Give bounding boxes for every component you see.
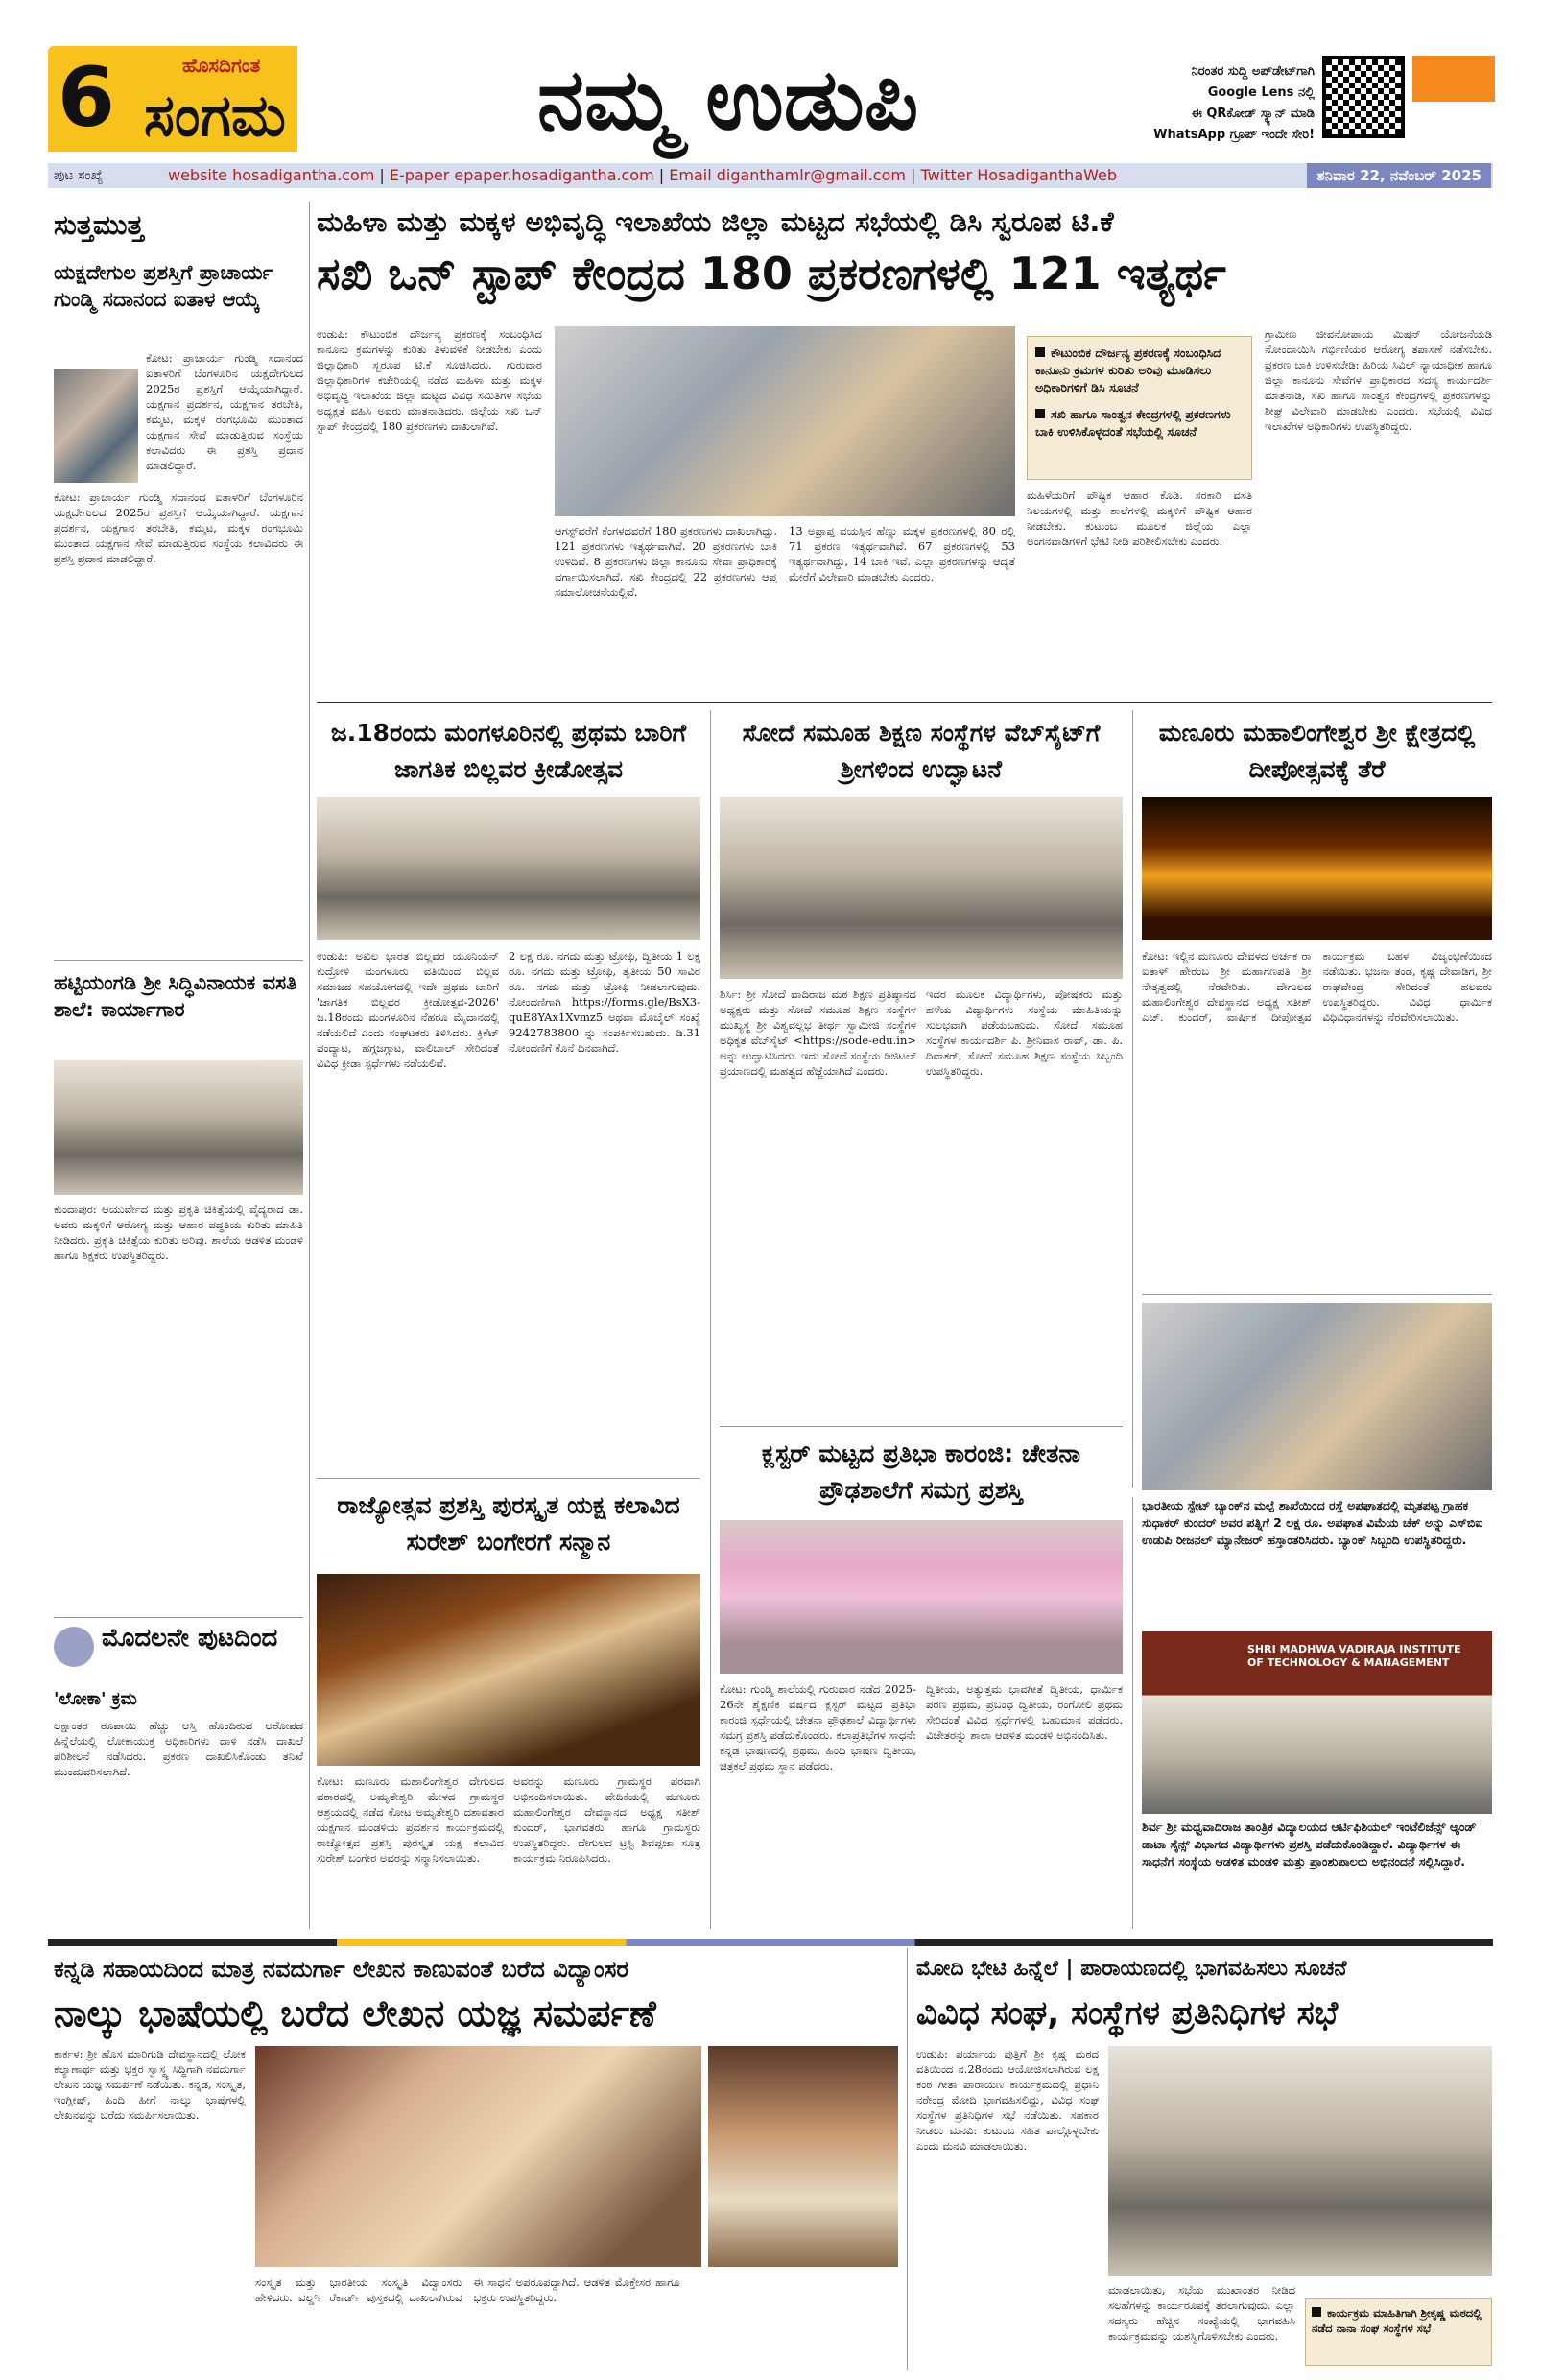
bullet-icon xyxy=(1312,2307,1321,2317)
award-body2: ಅವರನ್ನು ಮಣೂರು ಗ್ರಾಮಸ್ಥರ ಪರವಾಗಿ ಅಭಿನಂದಿಸಲಾಯಿತು. ವೇದಿಕೆಯಲ್ಲಿ ಮಣೂರು ಮಹಾಲಿಂಗೇಶ್ವರ ದೇವಸ್ಥಾನದ ಅಧ್ಯಕ್ಷ ಸತೀಶ್ ಕುಂದರ್, ಭಾಗವತರು ಹಾಗೂ ಗ್ರಾಮಸ್ಥರು ಉಪಸ್ಥಿತರಿದ್ದರು. ದೇಗುಲದ ಟ್ರಸ್ಟಿ ಶಿವಪ್ಪಜಾ ಸೂತ್ರ ಕಾರ್ಯಕ್ರಮ ನಿರೂಪಿಸಿದರು. xyxy=(513,1774,700,1865)
lead-body-col2: ಆಗಸ್ಟ್‌ವರೆಗೆ ಕೆಂಗಳದವರೆಗೆ 180 ಪ್ರಕರಣಗಳು ದಾಖಲಾಗಿದ್ದು, 121 ಪ್ರಕರಣಗಳು ಇತ್ಯರ್ಥವಾಗಿವೆ. 20 ಪ್ರಕರಣಗಳು ಬಾಕಿ ಉಳಿದಿವೆ. 8 ಪ್ರಕರಣಗಳು ಜಿಲ್ಲಾ ಕಾನೂನು ಸೇವಾ ಪ್ರಾಧಿಕಾರಕ್ಕೆ ವರ್ಗಾಯಿಸಲಾಗಿದೆ. ಸಖಿ ಕೇಂದ್ರದಲ್ಲಿ 22 ಪ್ರಕರಣಗಳು ಆಪ್ತ ಸಮಾಲೋಚನೆಯಲ್ಲಿವೆ. xyxy=(555,524,777,599)
sidebar-column-title: ಸುತ್ತಮುತ್ತ xyxy=(54,209,144,241)
column-divider xyxy=(309,202,310,1929)
institute-photo xyxy=(1142,1631,1492,1814)
divider xyxy=(720,1426,1123,1427)
billiards-body2: 2 ಲಕ್ಷ ರೂ. ನಗದು ಮತ್ತು ಟ್ರೋಫಿ, ದ್ವಿತೀಯ 1 ಲಕ್ಷ ರೂ. ನಗದು ಮತ್ತು ಟ್ರೋಫಿ, ತೃತೀಯ 50 ಸಾವಿರ ರೂ. ನಗದು ಮತ್ತು ಟ್ರೋಫಿ ನೀಡಲಾಗುವುದು. ನೋಂದಣಿಗಾಗಿ https://forms.gle/BsX3-quE8YAx1Xvmz5 ಅಥವಾ ಮೊಬೈಲ್ ಸಂಖ್ಯೆ 9242783800 ನ್ನು ಸಂಪರ್ಕಿಸಬಹುದು. ಡಿ.31 ನೋಂದಣಿಗೆ ಕೊನೆ ದಿನವಾಗಿದೆ. xyxy=(509,949,700,1055)
institute-caption: ಶಿರ್ವ ಶ್ರೀ ಮಧ್ವವಾದಿರಾಜ ತಾಂತ್ರಿಕ ವಿದ್ಯಾಲಯದ ಆರ್ಟಿಫಿಶಿಯಲ್ ಇಂಟೆಲಿಜೆನ್ಸ್ ಆ್ಯಂಡ್ ಡಾಟಾ ಸೈನ್ಸ್ ವಿಭಾಗದ ವಿದ್ಯಾರ್ಥಿಗಳು ಪ್ರಶಸ್ತಿ ಪಡೆದುಕೊಂಡಿದ್ದಾರೆ. ವಿದ್ಯಾರ್ಥಿಗಳ ಈ ಸಾಧನೆಗೆ ಸಂಸ್ಥೆಯ ಆಡಳಿತ ಮಂಡಳಿ ಮತ್ತು ಪ್ರಾಂಶುಪಾಲರು ಅಭಿನಂದನೆ ಸಲ್ಲಿಸಿದ್ದಾರೆ. xyxy=(1142,1820,1477,1868)
yajna-body2: ಸಂಸ್ಕೃತ ಮತ್ತು ಭಾರತೀಯ ಸಂಸ್ಕೃತಿ ವಿದ್ವಾಂಸರು ಹೇಳಿದರು. ವರ್ಲ್ಡ್ ರೆಕಾರ್ಡ್ ಪುಸ್ತಕದಲ್ಲಿ ದಾಖಲಾಗಿರುವ ಈ ಸಾಧನೆ ಅಪರೂಪದ್ದಾಗಿದೆ. ಆಡಳಿತ ಮೊಕ್ತೇಸರ ಹಾಗೂ ಭಕ್ತರು ಉಪಸ್ಥಿತರಿದ್ದರು. xyxy=(255,2275,680,2304)
page-label: ಪುಟ ಸಂಖ್ಯೆ xyxy=(54,168,104,183)
column-divider xyxy=(907,1948,908,2370)
talent-photo xyxy=(720,1520,1123,1674)
email-link[interactable]: Email diganthamlr@gmail.com xyxy=(669,166,906,184)
color-band xyxy=(48,1939,1493,1946)
billiards-body: ಉಡುಪಿ: ಅಖಿಲ ಭಾರತ ಬಿಲ್ಲವರ ಯೂನಿಯನ್ ಕುದ್ರೋಳಿ ಮಂಗಳೂರು ವತಿಯಿಂದ ಬಿಲ್ಲವ ಸಮಾಜದ ಸಹಯೋಗದಲ್ಲಿ ಇದೇ ಪ್ರಥಮ ಬಾರಿಗೆ 'ಜಾಗತಿಕ ಬಿಲ್ಲವರ ಕ್ರೀಡೋತ್ಸವ-2026' ಜ.18ರಂದು ಮಂಗಳೂರಿನ ನೆಹರೂ ಮೈದಾನದಲ್ಲಿ ನಡೆಯಲಿದೆ ಎಂದು ಸಂಘಟಕರು ತಿಳಿಸಿದರು. ಕ್ರಿಕೆಟ್ ಪಂದ್ಯಾಟ, ಹಗ್ಗಜಗ್ಗಾಟ, ವಾಲಿಬಾಲ್ ಸೇರಿದಂತೆ ವಿವಿಧ ಕ್ರೀಡಾ ಸ್ಪರ್ಧೆಗಳು ನಡೆಯಲಿವೆ. xyxy=(317,949,499,1070)
website-link[interactable]: website hosadigantha.com xyxy=(168,166,375,184)
lead-kicker: ಮಹಿಳಾ ಮತ್ತು ಮಕ್ಕಳ ಅಭಿವೃದ್ಧಿ ಇಲಾಖೆಯ ಜಿಲ್ಲಾ ಮಟ್ಟದ ಸಭೆಯಲ್ಲಿ ಡಿಸಿ ಸ್ವರೂಪ ಟಿ.ಕೆ xyxy=(317,205,1114,238)
deepotsava-headline: ಮಣೂರು ಮಹಾಲಿಂಗೇಶ್ವರ ಶ್ರೀ ಕ್ಷೇತ್ರದಲ್ಲಿ ದೀಪೋತ್ಸವಕ್ಕೆ ತೆರೆ xyxy=(1158,719,1476,783)
callout-item: ಸಖಿ ಹಾಗೂ ಸಾಂತ್ವನ ಕೇಂದ್ರಗಳಲ್ಲಿ ಪ್ರಕರಣಗಳು ಬಾಕಿ ಉಳಿಸಿಕೊಳ್ಳದಂತೆ ಸಭೆಯಲ್ಲಿ ಸೂಚನೆ xyxy=(1035,407,1231,439)
sidebar-column2-title: ಮೊದಲನೇ ಪುಟದಿಂದ xyxy=(102,1624,278,1653)
meeting-caption-box xyxy=(1305,2298,1492,2366)
contact-links: website hosadigantha.com | E-paper epaper.hosadigantha.com | Email diganthamlr@gmail.com | Twitter HosadiganthaWeb xyxy=(168,166,1118,184)
section-name: ಸಂಗಮ xyxy=(144,83,286,150)
accent-block xyxy=(1412,56,1495,102)
lead-body-col4: ಮಹಿಳೆಯರಿಗೆ ಪೌಷ್ಟಿಕ ಆಹಾರ ಕೊಡಿ. ಸರಕಾರಿ ವಸತಿ ನಿಲಯಗಳಲ್ಲಿ ಮತ್ತು ಶಾಲೆಗಳಲ್ಲಿ ಮಕ್ಕಳಿಗೆ ಪೌಷ್ಟಿಕ ಆಹಾರ ನೀಡಬೇಕು. ಕುಟುಂಬ ಮೂಲಕ ಜಿಲ್ಲೆಯ ಎಲ್ಲಾ ಅಂಗನವಾಡಿಗಳಿಗೆ ಭೇಟಿ ನೀಡಿ ಪರಿಶೀಲಿಸಬೇಕು ಎಂದರು. xyxy=(1027,488,1252,548)
meeting-caption: ಕಾರ್ಯಕ್ರಮ ಮಾಹಿತಿಗಾಗಿ ಶ್ರೀಕೃಷ್ಣ ಮಠದಲ್ಲಿ ನಡೆದ ನಾನಾ ಸಂಘ ಸಂಸ್ಥೆಗಳ ಸಭೆ xyxy=(1312,2306,1482,2335)
meeting-kicker: ಮೋದಿ ಭೇಟಿ ಹಿನ್ನೆಲೆ | ಪಾರಾಯಣದಲ್ಲಿ ಭಾಗವಹಿಸಲು ಸೂಚನೆ xyxy=(916,1957,1347,1981)
yajna-photo-2 xyxy=(708,2046,898,2267)
epaper-link[interactable]: E-paper epaper.hosadigantha.com xyxy=(389,166,654,184)
deepotsava-photo xyxy=(1142,797,1492,940)
sidebar-story2-body: ಕುಂದಾಪುರ: ಆಯುರ್ವೇದ ಮತ್ತು ಪ್ರಕೃತಿ ಚಿಕಿತ್ಸೆಯಲ್ಲಿ ವೈದ್ಯರಾದ ಡಾ. ಅವರು ಮಕ್ಕಳಿಗೆ ಆರೋಗ್ಯ ಮತ್ತು ಆಹಾರ ಪದ್ಧತಿಯ ಕುರಿತು ಮಾಹಿತಿ ನೀಡಿದರು. ಪ್ರಕೃತಿ ಚಿಕಿತ್ಸೆಯ ಕುರಿತು ಅರಿವು. ಶಾಲೆಯ ಆಡಳಿತ ಮಂಡಳಿ ಹಾಗೂ ಶಿಕ್ಷಕರು ಉಪಸ್ಥಿತರಿದ್ದರು. xyxy=(54,1202,303,1262)
lead-body-col3: 13 ಅಪ್ರಾಪ್ತ ವಯಸ್ಸಿನ ಹೆಣ್ಣು ಮಕ್ಕಳ ಪ್ರಕರಣಗಳಲ್ಲಿ 80 ರಲ್ಲಿ 71 ಪ್ರಕರಣ ಇತ್ಯರ್ಥವಾಗಿವೆ. 67 ಪ್ರಕರಣಗಳಲ್ಲಿ 53 ಇತ್ಯರ್ಥವಾಗಿದ್ದು, 14 ಬಾಕಿ ಇವೆ. ಎಲ್ಲಾ ಪ್ರಕರಣಗಳನ್ನು ಆದ್ಯತೆ ಮೇರೆಗೆ ವಿಲೇವಾರಿ ಮಾಡಬೇಕು ಎಂದರು. xyxy=(789,524,1015,583)
institute-sign: SHRI MADHWA VADIRAJA INSTITUTE OF TECHNOLOGY & MANAGEMENT xyxy=(1247,1643,1461,1669)
page-number: 6 xyxy=(58,50,115,146)
award-body: ಕೋಟ: ಮಣೂರು ಮಹಾಲಿಂಗೇಶ್ವರ ದೇಗುಲದ ವಠಾರದಲ್ಲಿ ಅಮೃತೇಶ್ವರಿ ಮೇಳದ ಗ್ರಾಮಸ್ಥರ ಆಶ್ರಯದಲ್ಲಿ ನಡೆದ ಕೋಟ ಅಮೃತೇಶ್ವರಿ ದಶಾವತಾರ ಯಕ್ಷಗಾನ ಮಂಡಳಿಯ ಪ್ರದರ್ಶನ ಕಾರ್ಯಕ್ರಮದಲ್ಲಿ ರಾಜ್ಯೋತ್ಸವ ಪ್ರಶಸ್ತಿ ಪುರಸ್ಕೃತ ಯಕ್ಷ ಕಲಾವಿದ ಸುರೇಶ್ ಬಂಗೇರ ಅವರನ್ನು ಸನ್ಮಾನಿಸಲಾಯಿತು. xyxy=(317,1774,504,1865)
promo-line: ನಿರಂತರ ಸುದ್ದಿ ಅಪ್‌ಡೇಟ್‌ಗಾಗಿ xyxy=(1191,64,1315,79)
lead-meeting-photo xyxy=(555,326,1015,516)
whatsapp-promo xyxy=(1123,61,1315,146)
sidebar-story2-headline: ಹಟ್ಟಿಯಂಗಡಿ ಶ್ರೀ ಸಿದ್ಧಿವಿನಾಯಕ ವಸತಿ ಶಾಲೆ: ಕಾರ್ಯಾಗಾರ xyxy=(54,971,297,1021)
bank-cheque-photo xyxy=(1142,1303,1492,1490)
award-photo xyxy=(317,1574,700,1766)
dateline: ಶನಿವಾರ 22, ನವೆಂಬರ್ 2025 xyxy=(1307,163,1491,188)
divider xyxy=(1142,1294,1492,1295)
qr-code[interactable] xyxy=(1322,56,1405,138)
lead-headline: ಸಖಿ ಒನ್ ಸ್ಟಾಪ್ ಕೇಂದ್ರದ 180 ಪ್ರಕರಣಗಳಲ್ಲಿ 121 ಇತ್ಯರ್ಥ xyxy=(317,248,1226,299)
promo-line: WhatsApp ಗ್ರೂಪ್ ಇಂದೇ ಸೇರಿ! xyxy=(1153,128,1315,142)
callout-item: ಕೌಟುಂಬಿಕ ದೌರ್ಜನ್ಯ ಪ್ರಕರಣಕ್ಕೆ ಸಂಬಂಧಿಸಿದ ಕಾನೂನು ಕ್ರಮಗಳ ಕುರಿತು ಅರಿವು ಮೂಡಿಸಲು ಅಧಿಕಾರಿಗಳಿಗೆ ಡಿಸಿ ಸೂಚನೆ xyxy=(1035,345,1221,394)
meeting-body2: ಮಾಡಲಾಯಿತು, ಸಭೆಯ ಮುಖಾಂತರ ನೀಡಿದ ಸಲಹೆಗಳನ್ನು ಕಾರ್ಯರೂಪಕ್ಕೆ ತರಲಾಗುವುದು. ಎಲ್ಲಾ ಸದಸ್ಯರು ಹೆಚ್ಚಿನ ಸಂಖ್ಯೆಯಲ್ಲಿ ಭಾಗವಹಿಸಿ ಕಾರ್ಯಕ್ರಮವನ್ನು ಯಶಸ್ವಿಗೊಳಿಸಬೇಕು ಎಂದರು. xyxy=(1108,2283,1295,2343)
sidebar-story3-headline: 'ಲೋಕಾ' ಕ್ರಮ xyxy=(54,1689,137,1709)
column-divider xyxy=(1132,710,1133,1488)
award-headline: ರಾಜ್ಯೋತ್ಸವ ಪ್ರಶಸ್ತಿ ಪುರಸ್ಕೃತ ಯಕ್ಷ ಕಲಾವಿದ ಸುರೇಶ್ ಬಂಗೇರಗೆ ಸನ್ಮಾನ xyxy=(337,1491,680,1556)
yajna-photo-1 xyxy=(255,2046,701,2267)
talent-body2: ದ್ವಿತೀಯ, ಅತ್ಯುತ್ತಮ ಭಾವಗೀತೆ ದ್ವಿತೀಯ, ಧಾರ್ಮಿಕ ಪಠಣ ಪ್ರಥಮ, ಪ್ರಬಂಧ ದ್ವಿತೀಯ, ರಂಗೋಲಿ ಪ್ರಥಮ ಸೇರಿದಂತೆ ವಿವಿಧ ಸ್ಪರ್ಧೆಗಳಲ್ಲಿ ಬಹುಮಾನ ಪಡೆದರು. ವಿಜೇತರನ್ನು ಶಾಲಾ ಆಡಳಿತ ಮಂಡಳಿ ಅಭಿನಂದಿಸಿತು. xyxy=(926,1682,1123,1742)
billiards-headline: ಜ.18ರಂದು ಮಂಗಳೂರಿನಲ್ಲಿ ಪ್ರಥಮ ಬಾರಿಗೆ ಜಾಗತಿಕ ಬಿಲ್ಲವರ ಕ್ರೀಡೋತ್ಸವ xyxy=(330,719,687,783)
twitter-link[interactable]: Twitter HosadiganthaWeb xyxy=(920,166,1118,184)
column-divider xyxy=(1132,1497,1133,1929)
promo-line: ಈ QRಕೋಡ್ ಸ್ಕ್ಯಾನ್ ಮಾಡಿ xyxy=(1191,107,1315,121)
billiards-photo xyxy=(317,797,700,940)
brand-logo-small: ಹೊಸದಿಗಂತ xyxy=(182,54,261,77)
meeting-headline: ವಿವಿಧ ಸಂಘ, ಸಂಸ್ಥೆಗಳ ಪ್ರತಿನಿಧಿಗಳ ಸಭೆ xyxy=(916,1994,1339,2033)
bullet-icon xyxy=(1035,409,1045,418)
bank-caption: ಭಾರತೀಯ ಸ್ಟೇಟ್ ಬ್ಯಾಂಕ್‌ನ ಮಲ್ಪೆ ಶಾಖೆಯಿಂದ ರಸ್ತೆ ಅಪಘಾತದಲ್ಲಿ ಮೃತಪಟ್ಟ ಗ್ರಾಹಕ ಸುಧಾಕರ್ ಕುಂದರ್ ಅವರ ಪತ್ನಿಗೆ 2 ಲಕ್ಷ ರೂ. ಅಪಘಾತ ವಿಮೆಯ ಚೆಕ್ ಅನ್ನು ಎಸ್‌ಬಿಐ ಉಡುಪಿ ರೀಜನಲ್ ಮ್ಯಾನೇಜರ್ ಹಸ್ತಾಂತರಿಸಿದರು. ಬ್ಯಾಂಕ್ ಸಿಬ್ಬಂದಿ ಉಪಸ್ಥಿತರಿದ್ದರು. xyxy=(1142,1498,1483,1547)
sidebar-story1-body: ಕೋಟ: ಪ್ರಾಚಾರ್ಯ ಗುಂಡ್ಮಿ ಸದಾನಂದ ಐತಾಳರಿಗೆ ಬೆಂಗಳೂರಿನ ಯಕ್ಷದೇಗುಲದ 2025ರ ಪ್ರಶಸ್ತಿಗೆ ಆಯ್ಕೆಯಾಗಿದ್ದಾರೆ. ಯಕ್ಷಗಾನ ಪ್ರದರ್ಶನ, ಯಕ್ಷಗಾನ ತರಬೇತಿ, ಕಮ್ಮಟ, ಮಕ್ಕಳ ರಂಗಭೂಮಿ ಮುಂತಾದ ಯಕ್ಷಗಾನ ಸೇವೆ ಮಾಡುತ್ತಿರುವ ಸಂಸ್ಥೆಯ ಕಲಾವಿದರು ಈ ಪ್ರಶಸ್ತಿ ಪ್ರದಾನ ಮಾಡಲಿದ್ದಾರೆ. xyxy=(146,351,303,472)
pencil-icon xyxy=(54,1627,94,1667)
website-headline: ಸೋದೆ ಸಮೂಹ ಶಿಕ್ಷಣ ಸಂಸ್ಥೆಗಳ ವೆಬ್‌ಸೈಟ್‌ಗೆ ಶ್ರೀಗಳಿಂದ ಉದ್ಘಾಟನೆ xyxy=(742,719,1101,783)
sidebar-story1-headline: ಯಕ್ಷದೇಗುಲ ಪ್ರಶಸ್ತಿಗೆ ಪ್ರಾಚಾರ್ಯ ಗುಂಡ್ಮಿ ಸದಾನಂದ ಐತಾಳ ಆಯ್ಕೆ xyxy=(54,261,273,311)
lead-body-col1: ಉಡುಪಿ: ಕೌಟುಂಬಿಕ ದೌರ್ಜನ್ಯ ಪ್ರಕರಣಕ್ಕೆ ಸಂಬಂಧಿಸಿದ ಕಾನೂನು ಕ್ರಮಗಳನ್ನು ಕುರಿತು ತಿಳುವಳಿಕೆ ನೀಡಬೇಕು ಎಂದು ಜಿಲ್ಲಾಧಿಕಾರಿ ಸ್ವರೂಪ ಟಿ.ಕೆ ಸೂಚಿಸಿದರು. ಗುರುವಾರ ಜಿಲ್ಲಾಧಿಕಾರಿಗಳ ಕಚೇರಿಯಲ್ಲಿ ನಡೆದ ಮಹಿಳಾ ಮತ್ತು ಮಕ್ಕಳ ಅಭಿವೃದ್ಧಿ ಇಲಾಖೆಯ ಜಿಲ್ಲಾ ಮಟ್ಟದ ವಿವಿಧ ಸಮಿತಿಗಳ ಸಭೆಯ ಅಧ್ಯಕ್ಷತೆ ವಹಿಸಿ ಅವರು ಮಾತನಾಡಿದರು. ಜಿಲ್ಲೆಯ ಸಖಿ ಒನ್ ಸ್ಟಾಪ್ ಕೇಂದ್ರದಲ್ಲಿ 180 ಪ್ರಕರಣಗಳು ದಾಖಲಾಗಿವೆ. xyxy=(317,327,542,433)
talent-headline: ಕ್ಲಸ್ಟರ್ ಮಟ್ಟದ ಪ್ರತಿಭಾ ಕಾರಂಜಿ: ಚೇತನಾ ಪ್ರೌಢಶಾಲೆಗೆ ಸಮಗ್ರ ಪ್ರಶಸ್ತಿ xyxy=(761,1440,1081,1504)
yajna-body: ಕಾರ್ಕಳ: ಶ್ರೀ ಹೊಸ ಮಾರಿಗುಡಿ ದೇವಸ್ಥಾನದಲ್ಲಿ ಲೋಕ ಕಲ್ಯಾಣಾರ್ಥ ಮತ್ತು ಭಕ್ತರ ಸ್ವಾಸ್ಥ್ಯ ಸಿದ್ಧಿಗಾಗಿ ನವದುರ್ಗಾ ಲೇಖನ ಯಜ್ಞ ಸಮರ್ಪಣೆ ನಡೆಯಿತು. ಕನ್ನಡ, ಸಂಸ್ಕೃತ, ಇಂಗ್ಲೀಷ್, ಹಿಂದಿ ಹೀಗೆ ನಾಲ್ಕು ಭಾಷೆಗಳಲ್ಲಿ ಲೇಖನವನ್ನು ಬರೆದು ಸಮರ್ಪಿಸಲಾಯಿತು. xyxy=(54,2047,246,2122)
sidebar-story1-body-cont: ಕೋಟ: ಪ್ರಾಚಾರ್ಯ ಗುಂಡ್ಮಿ ಸದಾನಂದ ಐತಾಳರಿಗೆ ಬೆಂಗಳೂರಿನ ಯಕ್ಷದೇಗುಲದ 2025ರ ಪ್ರಶಸ್ತಿಗೆ ಆಯ್ಕೆಯಾಗಿದ್ದಾರೆ. ಯಕ್ಷಗಾನ ಪ್ರದರ್ಶನ, ಯಕ್ಷಗಾನ ತರಬೇತಿ, ಕಮ್ಮಟ, ಮಕ್ಕಳ ರಂಗಭೂಮಿ ಮುಂತಾದ ಯಕ್ಷಗಾನ ಸೇವೆ ಮಾಡುತ್ತಿರುವ ಸಂಸ್ಥೆಯ ಕಲಾವಿದರು ಈ ಪ್ರಶಸ್ತಿ ಪ್ರದಾನ ಮಾಡಲಿದ್ದಾರೆ. xyxy=(54,490,303,565)
divider xyxy=(54,1617,303,1618)
workshop-photo xyxy=(54,1060,303,1195)
section-divider xyxy=(317,702,1492,703)
sidebar-story3-body: ಲಕ್ಷಾಂತರ ರೂಪಾಯಿ ಹೆಚ್ಚು ಆಸ್ತಿ ಹೊಂದಿರುವ ಆರೋಪದ ಹಿನ್ನೆಲೆಯಲ್ಲಿ ಲೋಕಾಯುಕ್ತ ಅಧಿಕಾರಿಗಳು ದಾಳಿ ನಡೆಸಿ ದಾಖಲೆ ಪರಿಶೀಲನೆ ನಡೆಸಿದರು. ಪ್ರಕರಣ ದಾಖಲಿಸಿಕೊಂಡು ತನಿಖೆ ಮುಂದುವರಿಸಲಾಗಿದೆ. xyxy=(54,1719,303,1778)
talent-body: ಕೋಟ: ಗುಂಡ್ಮಿ ಶಾಲೆಯಲ್ಲಿ ಗುರುವಾರ ನಡೆದ 2025-26ನೇ ಶೈಕ್ಷಣಿಕ ವರ್ಷದ ಕ್ಲಸ್ಟರ್ ಮಟ್ಟದ ಪ್ರತಿಭಾ ಕಾರಂಜಿ ಸ್ಪರ್ಧೆಯಲ್ಲಿ ಚೇತನಾ ಪ್ರೌಢಶಾಲೆ ವಿದ್ಯಾರ್ಥಿಗಳು ಸಮಗ್ರ ಪ್ರಶಸ್ತಿ ಪಡೆದುಕೊಂಡರು. ಕಲಾಪ್ರತಿಭೆಗಳ ಸಾಧನೆ: ಕನ್ನಡ ಭಾಷಣದಲ್ಲಿ ಪ್ರಥಮ, ಹಿಂದಿ ಭಾಷಣ ದ್ವಿತೀಯ, ಚಿತ್ರಕಲೆ ಪ್ರಥಮ ಸ್ಥಾನ ಪಡೆದರು. xyxy=(720,1682,916,1773)
yajna-headline: ನಾಲ್ಕು ಭಾಷೆಯಲ್ಲಿ ಬರೆದ ಲೇಖನ ಯಜ್ಞ ಸಮರ್ಪಣೆ xyxy=(54,1992,656,2035)
website-photo xyxy=(720,797,1123,979)
deepotsava-body: ಕೋಟ: ಇಲ್ಲಿನ ಮಣೂರು ದೇವಳದ ಅರ್ಚಕ ರಾ ಐತಾಳ್ ಹೇರಂಬ ಶ್ರೀ ಮಹಾಗಣಪತಿ ಶ್ರೀ ನೇತೃತ್ವದಲ್ಲಿ ನೆರವೇರಿತು. ದೇಗುಲದ ಮಹಾಲಿಂಗೇಶ್ವರ ದೇವಸ್ಥಾನದ ಅಧ್ಯಕ್ಷ ಸತೀಶ್ ಎಚ್. ಕುಂದರ್, ವಾರ್ಷಿಕ ದೀಪೋತ್ಸವ ಕಾರ್ಯಕ್ರಮ ಬಹಳ ವಿಜೃಂಭಣೆಯಿಂದ ನಡೆಯಿತು. ಭಜನಾ ತಂಡ, ಕೃಷ್ಣ ದೇವಾಡಿಗ, ಶ್ರೀ ರಾಘವೇಂದ್ರ ಸೇರಿದಂತೆ ಹಲವರು ಉಪಸ್ಥಿತರಿದ್ದರು. ವಿವಿಧ ಧಾರ್ಮಿಕ ವಿಧಿವಿಧಾನಗಳನ್ನು ನೆರವೇರಿಸಲಾಯಿತು. xyxy=(1142,949,1492,1024)
website-body: ಶಿರ್ಸಿ: ಶ್ರೀ ಸೋದೆ ವಾದಿರಾಜ ಮಠ ಶಿಕ್ಷಣ ಪ್ರತಿಷ್ಠಾನದ ಅಧ್ಯಕ್ಷರು ಮತ್ತು ಸೋದೆ ಸಮೂಹ ಶಿಕ್ಷಣ ಸಂಸ್ಥೆಗಳ ಮುಖ್ಯಸ್ಥ ಶ್ರೀ ವಿಶ್ವವಲ್ಲಭ ತೀರ್ಥ ಸ್ವಾಮೀಜಿ ಸಂಸ್ಥೆಗಳ ಅಧಿಕೃತ ವೆಬ್‌ಸೈಟ್ <https://sode-edu.in> ಅನ್ನು ಉದ್ಘಾಟಿಸಿದರು. ಇದು ಸೋದೆ ಸಂಸ್ಥೆಯ ಡಿಜಿಟಲ್ ಪ್ರಯಾಣದಲ್ಲಿ ಮಹತ್ವದ ಹೆಜ್ಜೆಯಾಗಿದೆ ಎಂದರು. xyxy=(720,988,916,1078)
lead-callout-box xyxy=(1027,336,1252,480)
promo-line: Google Lens ನಲ್ಲಿ xyxy=(1207,85,1315,100)
website-body2: ಇದರ ಮೂಲಕ ವಿದ್ಯಾರ್ಥಿಗಳು, ಪೋಷಕರು ಮತ್ತು ಹಳೆಯ ವಿದ್ಯಾರ್ಥಿಗಳು ಸಂಸ್ಥೆಯ ಮಾಹಿತಿಯನ್ನು ಸುಲಭವಾಗಿ ಪಡೆಯಬಹುದು. ಸೋದೆ ಸಮೂಹ ಸಂಸ್ಥೆಗಳ ಕಾರ್ಯದರ್ಶಿ ಪಿ. ಶ್ರೀನಿವಾಸ ರಾವ್, ಡಾ. ಪಿ. ದಿವಾಕರ್, ಸೋದೆ ಸಮೂಹ ಶಿಕ್ಷಣ ಸಂಸ್ಥೆಯ ಸಿಬ್ಬಂದಿ ಉಪಸ್ಥಿತರಿದ್ದರು. xyxy=(926,988,1123,1078)
yajna-kicker: ಕನ್ನಡಿ ಸಹಾಯದಿಂದ ಮಾತ್ರ ನವದುರ್ಗಾ ಲೇಖನ ಕಾಣುವಂತೆ ಬರೆದ ವಿದ್ಯಾಂಸರ xyxy=(54,1956,629,1983)
meeting-photo xyxy=(1108,2046,1492,2276)
divider xyxy=(317,1478,700,1479)
column-divider xyxy=(710,710,711,1929)
lead-body-right: ಗ್ರಾಮೀಣ ಜೀವನೋಪಾಯ ಮಿಷನ್ ಯೋಜನೆಯಡಿ ನೋಂದಾಯಿಸಿ ಗರ್ಭಿಣಿಯರ ಆರೋಗ್ಯ ತಪಾಸಣೆ ನಡೆಸಬೇಕು. ಪ್ರಕರಣ ಬಾಕಿ ಉಳಿಸಬೇಡಿ: ಹಿರಿಯ ಸಿವಿಲ್ ನ್ಯಾಯಾಧೀಶ ಹಾಗೂ ಜಿಲ್ಲಾ ಕಾನೂನು ಸೇವೆಗಳ ಪ್ರಾಧಿಕಾರದ ಸದಸ್ಯ ಕಾರ್ಯದರ್ಶಿ ಮಾತನಾಡಿ, ಸಖಿ ಹಾಗೂ ಸಾಂತ್ವನ ಕೇಂದ್ರಗಳಲ್ಲಿ ಪ್ರಕರಣಗಳನ್ನು ಶೀಘ್ರ ವಿಲೇವಾರಿ ಮಾಡಬೇಕು ಎಂದರು. ಸಭೆಯಲ್ಲಿ ವಿವಿಧ ಇಲಾಖೆಗಳ ಅಧಿಕಾರಿಗಳು ಉಪಸ್ಥಿತರಿದ್ದರು. xyxy=(1265,327,1492,433)
edition-title: ನಮ್ಮ ಉಡುಪಿ xyxy=(537,50,919,149)
divider xyxy=(54,960,303,961)
bullet-icon xyxy=(1035,347,1045,357)
meeting-body: ಉಡುಪಿ: ಪರ್ಯಾಯ ಪುತ್ತಿಗೆ ಶ್ರೀ ಕೃಷ್ಣ ಮಠದ ವತಿಯಿಂದ ನ.28ರಂದು ಆಯೋಜಿಸಲಾಗಿರುವ ಲಕ್ಷ ಕಂಠ ಗೀತಾ ಪಾರಾಯಣ ಕಾರ್ಯಕ್ರಮದಲ್ಲಿ ಪ್ರಧಾನಿ ನರೇಂದ್ರ ಮೋದಿ ಭಾಗವಹಿಸಲಿದ್ದು, ವಿವಿಧ ಸಂಘ ಸಂಸ್ಥೆಗಳ ಪ್ರತಿನಿಧಿಗಳ ಸಭೆ ನಡೆಯಿತು. ಸಹಕಾರ ನೀಡಲು ಮನವಿ: ಕುಟುಂಬ ಸಹಿತ ಪಾಲ್ಗೊಳ್ಳಬೇಕು ಎಂದು ಮನವಿ ಮಾಡಲಾಯಿತು. xyxy=(916,2047,1099,2153)
